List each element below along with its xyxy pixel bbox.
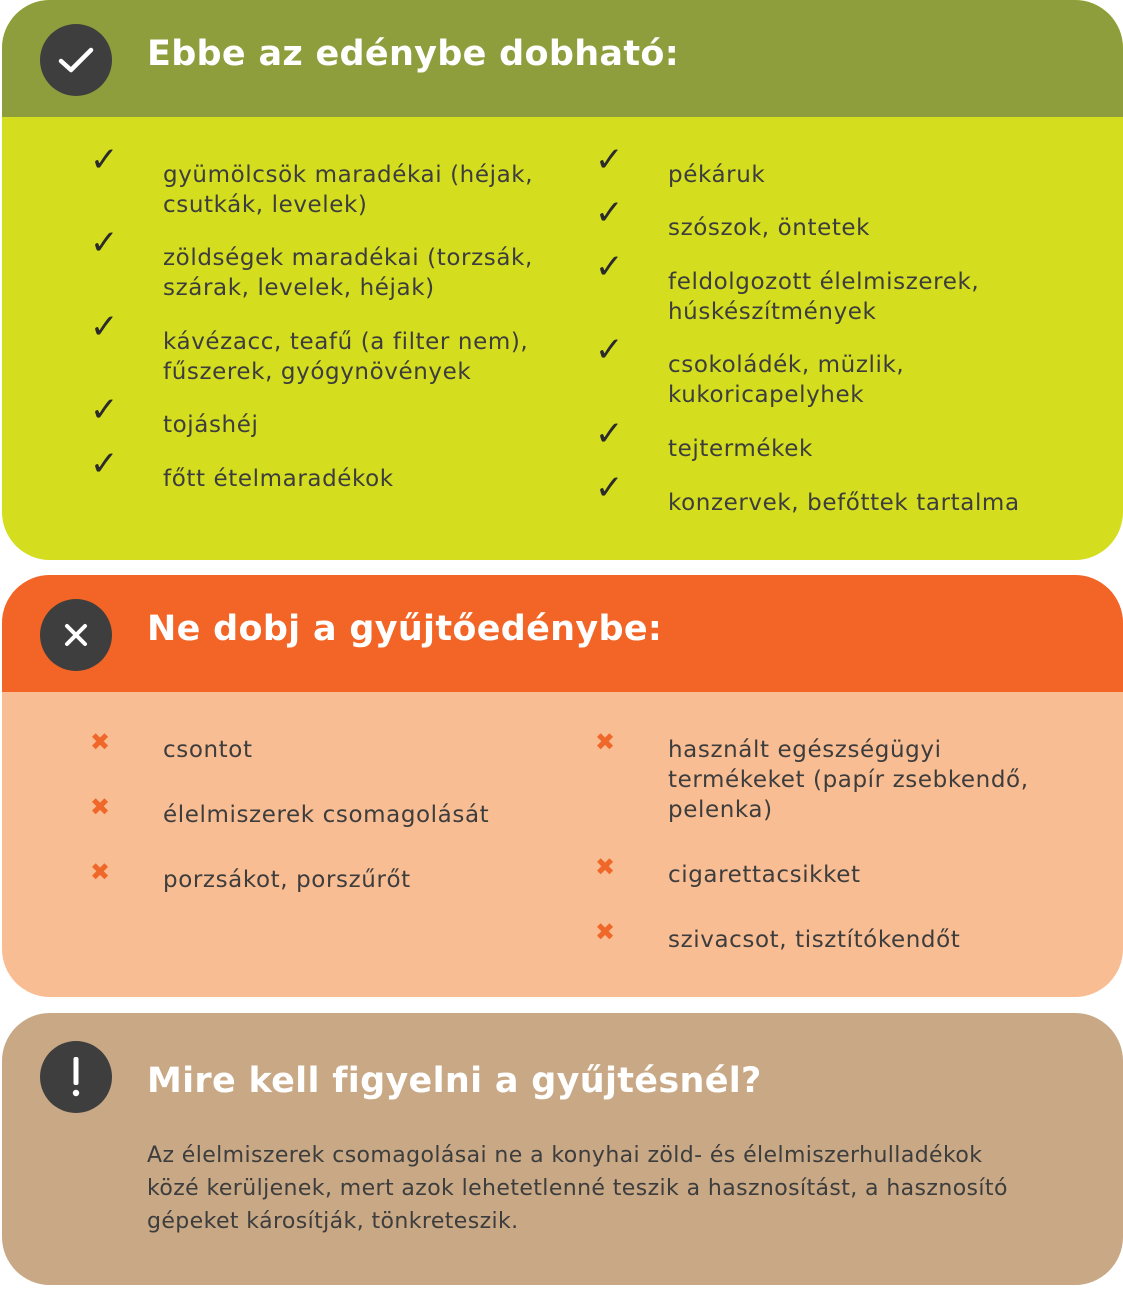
- allowed-header: [2, 0, 1123, 117]
- list-item-label: szószok, öntetek: [668, 215, 871, 241]
- list-item-label: használt egészségügyi termékeket (papír zsebkendő, pelenka): [668, 737, 1029, 823]
- list-item-label: tojáshéj: [163, 412, 259, 438]
- checkmark-icon: ✓: [595, 193, 624, 233]
- list-item-label: csokoládék, müzlik, kukoricapelyhek: [668, 352, 905, 408]
- cross-icon: ✖: [90, 793, 111, 821]
- checkmark-icon: ✓: [595, 247, 624, 287]
- list-item-label: cigarettacsikket: [668, 862, 861, 888]
- allowed-title: Ebbe az edénybe dobható:: [147, 34, 680, 74]
- checkmark-icon: ✓: [595, 468, 624, 508]
- checkmark-icon: ✓: [90, 223, 119, 263]
- cross-icon: ✖: [595, 728, 616, 756]
- notice-title: Mire kell figyelni a gyűjtésnél?: [147, 1061, 762, 1101]
- allowed-card: [2, 0, 1123, 560]
- checkmark-icon: ✓: [595, 330, 624, 370]
- checkmark-icon: ✓: [90, 140, 119, 180]
- cross-icon: ✖: [595, 918, 616, 946]
- checkmark-icon: ✓: [595, 414, 624, 454]
- checkmark-icon: ✓: [595, 140, 624, 180]
- cross-icon: ✖: [90, 858, 111, 886]
- exclamation-icon: [40, 1041, 112, 1113]
- forbidden-header: [2, 575, 1123, 692]
- list-item-label: szivacsot, tisztítókendőt: [668, 927, 961, 953]
- list-item-label: csontot: [163, 737, 253, 763]
- list-item-label: élelmiszerek csomagolását: [163, 802, 490, 828]
- forbidden-title: Ne dobj a gyűjtőedénybe:: [147, 609, 663, 649]
- checkmark-icon: ✓: [90, 390, 119, 430]
- list-item-label: konzervek, befőttek tartalma: [668, 490, 1020, 516]
- check-icon: [40, 24, 112, 96]
- list-item-label: tejtermékek: [668, 436, 813, 462]
- checkmark-icon: ✓: [90, 444, 119, 484]
- close-icon: [40, 599, 112, 671]
- notice-text: Az élelmiszerek csomagolásai ne a konyhai zöld- és élelmiszerhulladékok közé kerüljenek, mert azok lehetetlenné teszik a hasznosítást, a hasznosító gépeket károsítják, tönkreteszik.: [147, 1143, 1008, 1234]
- list-item-label: porzsákot, porszűrőt: [163, 867, 411, 893]
- list-item-label: feldolgozott élelmiszerek, húskészítmények: [668, 269, 980, 325]
- list-item-label: pékáruk: [668, 162, 766, 188]
- cross-icon: ✖: [595, 853, 616, 881]
- cross-icon: ✖: [90, 728, 111, 756]
- list-item-label: zöldségek maradékai (torzsák, szárak, levelek, héjak): [163, 245, 533, 301]
- list-item-label: gyümölcsök maradékai (héjak, csutkák, levelek): [163, 162, 534, 218]
- notice-card: [2, 1013, 1123, 1285]
- list-item-label: kávézacc, teafű (a filter nem), fűszerek, gyógynövények: [163, 329, 529, 385]
- checkmark-icon: ✓: [90, 307, 119, 347]
- list-item-label: főtt ételmaradékok: [163, 466, 394, 492]
- forbidden-card: [2, 575, 1123, 997]
